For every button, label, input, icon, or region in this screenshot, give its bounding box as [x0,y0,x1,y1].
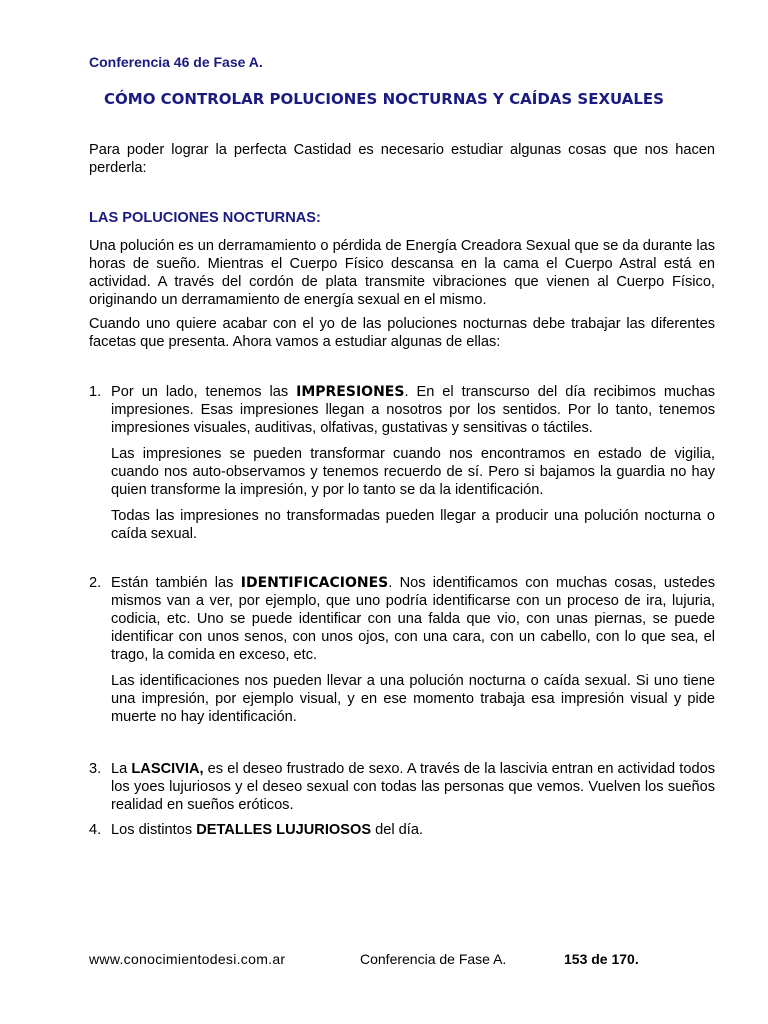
list-item [89,574,715,734]
list-paragraph-2: Las impresiones se pueden transformar cuando nos encontramos en estado de vigilia, cuando nos auto-observamos y tenemos recuerdo de sí. Pero si bajamos la guardia no hay quien transforme la impresión, y por lo tanto se da la identificación. [111,446,715,498]
conference-label: Conferencia 46 de Fase A. [89,54,263,70]
list-paragraph [111,574,715,664]
footer-conference: Conferencia de Fase A. [360,951,507,967]
list-rest-text: es el deseo frustrado de sexo. A través de la lascivia entran en actividad todos los yoes lujuriosos y el deseo sexual con todas las personas que vemos. Vuelven los sueños realidad en sueños eróticos. [111,761,715,813]
list-item [89,821,715,847]
list-paragraph [111,821,715,839]
list-keyword: IMPRESIONES [296,384,405,400]
list-number: 4. [89,822,102,838]
list-item [89,383,715,551]
list-keyword: DETALLES LUJURIOSOS [196,822,372,838]
section-paragraph-1: Una polución es un derramamiento o pérdida de Energía Creadora Sexual que se da durante las horas de sueño. Mientras el Cuerpo Físico descansa en la cama el Cuerpo Astral está en actividad. A través del cordón de plata transmite vibraciones que vienen al Cuerpo Físico, originando un derramamiento de energía sexual en el mismo. [89,238,715,308]
section-paragraph-2: Cuando uno quiere acabar con el yo de las poluciones nocturnas debe trabajar las diferentes facetas que presenta. Ahora vamos a estudiar algunas de ellas: [89,316,715,350]
list-paragraph [111,383,715,437]
list-keyword: IDENTIFICACIONES [240,575,389,591]
list-keyword: LASCIVIA, [131,761,204,777]
list-item [89,760,715,822]
list-number: 1. [89,384,102,400]
list-lead-text: Los distintos [111,822,197,838]
page-title: CÓMO CONTROLAR POLUCIONES NOCTURNAS Y CAÍDAS SEXUALES [104,90,664,108]
list-rest-text: del día. [371,822,423,838]
intro-paragraph: Para poder lograr la perfecta Castidad es necesario estudiar algunas cosas que nos hacen perderla: [89,142,715,176]
list-number: 2. [89,575,102,591]
list-number: 3. [89,761,102,777]
list-paragraph-3: Todas las impresiones no transformadas pueden llegar a producir una polución nocturna o caída sexual. [111,508,715,542]
list-rest-text: . En el transcurso del día recibimos muchas impresiones. Esas impresiones llegan a nosotros por los sentidos. Por lo tanto, tenemos impresiones visuales, auditivas, olfativas, gustativas y sensitivas o táctiles. [111,384,715,436]
list-paragraph [111,760,715,814]
list-rest-text: . Nos identificamos con muchas cosas, ustedes mismos van a ver, por ejemplo, que uno podría identificarse con un proceso de ira, lujuria, codicia, etc. Uno se puede identificar con una falda que vio, con unas piernas, se puede identificar con unos senos, con unos ojos, con una cara, con un cabello, con lo que sea, el trago, la comida en exceso, etc. [111,575,715,663]
list-lead-text: La [111,761,132,777]
footer-website: www.conocimientodesi.com.ar [89,951,286,967]
list-lead-text: Por un lado, tenemos las [111,384,297,400]
list-paragraph-2: Las identificaciones nos pueden llevar a una polución nocturna o caída sexual. Si uno tiene una impresión, por ejemplo visual, y en ese momento trabaja esa impresión visual y pide muerte no hay identificación. [111,673,715,725]
footer-page-number: 153 de 170. [564,951,639,967]
section-heading: LAS POLUCIONES NOCTURNAS: [89,210,321,226]
list-lead-text: Están también las [111,575,241,591]
